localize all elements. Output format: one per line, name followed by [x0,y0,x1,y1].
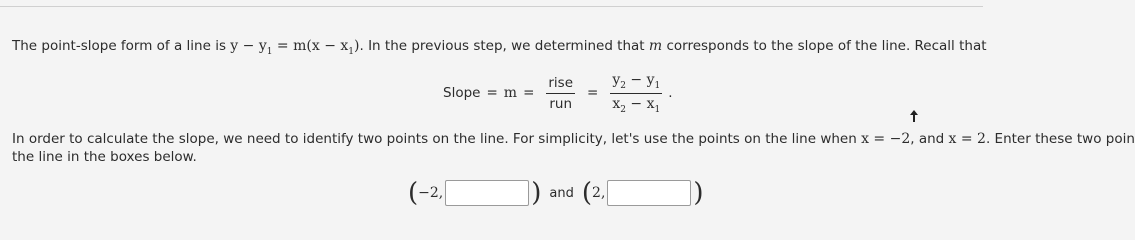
fraction-numerator [610,72,662,94]
points-entry [408,180,704,206]
eq-equals-m: = m(x − x [272,38,349,54]
eq-minus-y: − y [238,38,267,54]
equals-sign: = [587,85,599,102]
rise-over-run-fraction [546,75,575,112]
eq-sub-2: 1 [348,46,355,57]
num-minus-y: − y [625,72,655,88]
den-x: x [612,95,621,112]
point2-y-input[interactable] [607,180,691,206]
intro-paragraph [12,38,987,57]
den-minus-x: − x [625,95,655,112]
intro-text-b: . In the previous step, we determined that [359,38,649,54]
formula-period: . [668,85,673,102]
equals-sign: = [523,85,535,102]
close-paren: ) [693,178,704,208]
slope-label: Slope [443,85,481,102]
m-symbol: m [503,85,518,102]
intro-text-a: The point-slope form of a line is [12,38,231,54]
eq-sub-1: 1 [266,46,273,57]
point1-y-input[interactable] [445,180,529,206]
slope-difference-fraction [610,72,662,115]
intro-text-c: corresponds to the slope of the line. Recall that [662,38,987,54]
den-sub-1: 1 [654,104,661,115]
and-label: and [549,185,574,201]
equals-sign: = [486,85,498,102]
mouse-cursor-icon [909,110,919,122]
eq-close-paren: ) [354,38,360,54]
run-label: run [549,95,573,112]
num-y: y [612,72,621,88]
fraction-denominator [612,94,660,115]
slope-formula [443,72,673,115]
m-variable: m [648,38,663,54]
close-paren: ) [531,178,542,208]
instructions-text-b: , and [910,131,949,147]
point2-x: 2, [592,185,606,201]
instructions-line-2: the line in the boxes below. [12,149,197,165]
rise-label: rise [546,75,575,94]
x-equals-2: x = 2 [948,131,986,147]
point1-x: −2, [418,185,444,201]
top-divider [0,0,983,7]
eq-y: y [230,38,239,54]
instructions-text-a: In order to calculate the slope, we need to identify two points on the line. For simplicity, let's use the points on the line when [12,131,862,147]
x-equals-neg2: x = −2 [861,131,911,147]
point-slope-equation [230,38,360,57]
open-paren: ( [581,178,593,208]
instructions-line-1 [12,131,1135,147]
den-sub-2: 2 [620,104,626,115]
instructions-text-c: . Enter these two poin [985,131,1135,147]
num-sub-2: 2 [620,80,626,91]
num-sub-1: 1 [654,80,661,91]
open-paren: ( [408,178,419,208]
